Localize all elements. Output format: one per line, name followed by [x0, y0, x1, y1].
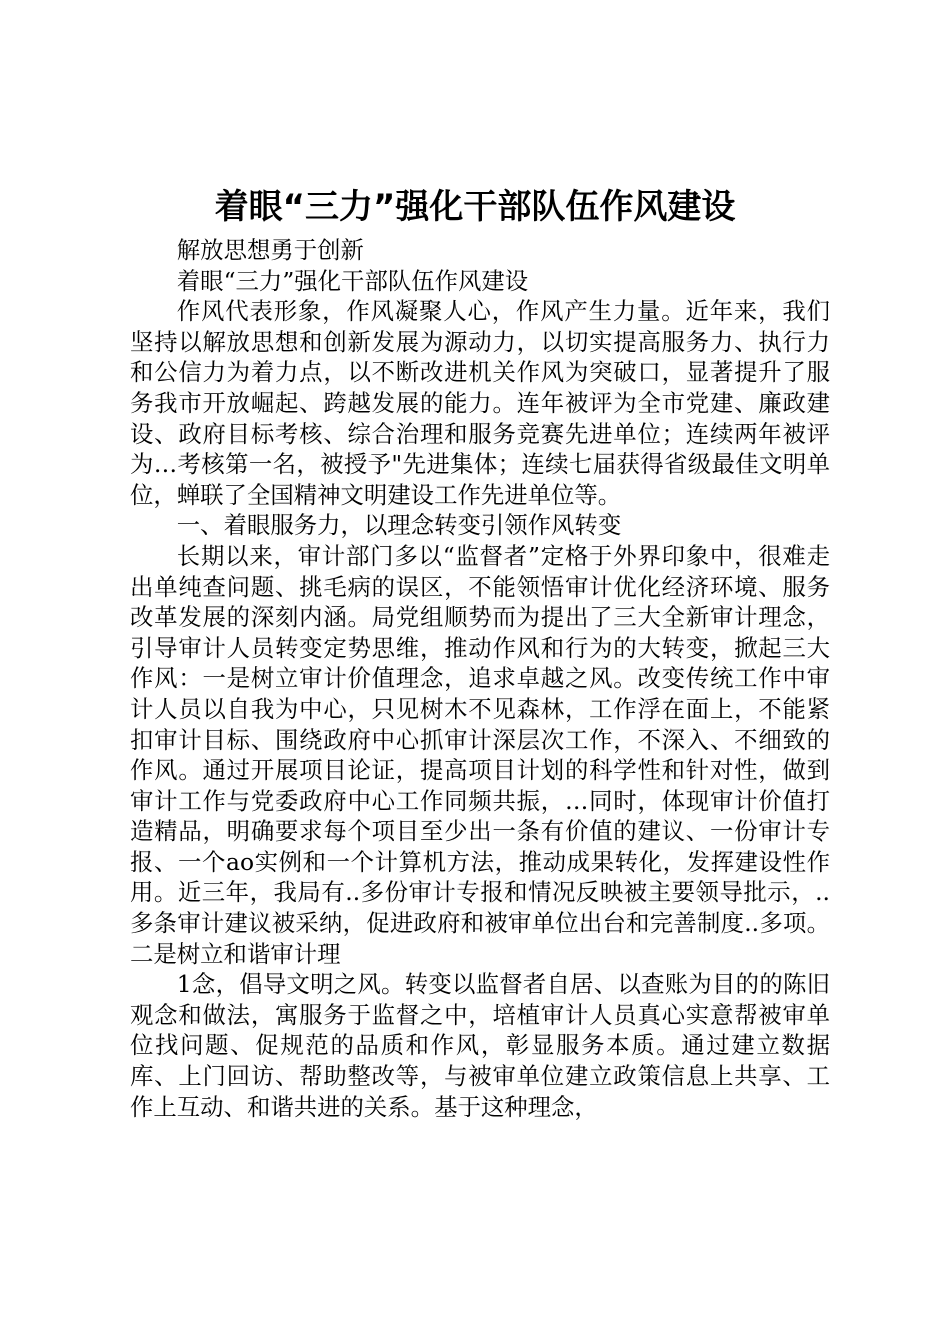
paragraph: 解放思想勇于创新 [176, 236, 364, 264]
document-title: 着眼“三力”强化干部队伍作风建设 [214, 187, 736, 227]
paragraph: 作风代表形象，作风凝聚人心，作风产生力量。近年来，我们坚持以解放思想和创新发展为源动力，以切实提高服务力、执行力和公信力为着力点，以不断改进机关作风为突破口，显著提升了服务我市开放崛起、跨越发展的能力。连年被评为全市党建、廉政建设、政府目标考核、综合治理和服务竞赛先进单位；连续两年被评为…考核第一名，被授予"先进集体；连续七届获得省级最佳文明单位，蝉联了全国精神文明建设工作先进单位等。 [130, 297, 830, 509]
paragraph: 1念，倡导文明之风。转变以监督者自居、以查账为目的的陈旧观念和做法，寓服务于监督之中，培植审计人员真心实意帮被审单位找问题、促规范的品质和作风，彰显服务本质。通过建立数据库、上门回访、帮助整改等，与被审单位建立政策信息上共享、工作上互动、和谐共进的关系。基于这种理念， [130, 970, 830, 1121]
section-heading: 一、着眼服务力，以理念转变引领作风转变 [176, 511, 622, 540]
paragraph: 着眼“三力”强化干部队伍作风建设 [176, 266, 529, 295]
document-body [130, 235, 830, 1122]
paragraph: 长期以来，审计部门多以“监督者”定格于外界印象中，很难走出单纯查问题、挑毛病的误区，不能领悟审计优化经济环境、服务改革发展的深刻内涵。局党组顺势而为提出了三大全新审计理念，引导审计人员转变定势思维，推动作风和行为的大转变，掀起三大作风：一是树立审计价值理念，追求卓越之风。改变传统工作中审计人员以自我为中心，只见树木不见森林，工作浮在面上，不能紧扣审计目标、围绕政府中心抓审计深层次工作，不深入、不细致的作风。通过开展项目论证，提高项目计划的科学性和针对性，做到审计工作与党委政府中心工作同频共振，…同时，体现审计价值打造精品，明确要求每个项目至少出一条有价值的建议、一份审计专报、一个ao实例和一个计算机方法，推动成果转化，发挥建设性作用。近三年，我局有..多份审计专报和情况反映被主要领导批示，..多条审计建议被采纳，促进政府和被审单位出台和完善制度..多项。二是树立和谐审计理 [130, 541, 830, 968]
